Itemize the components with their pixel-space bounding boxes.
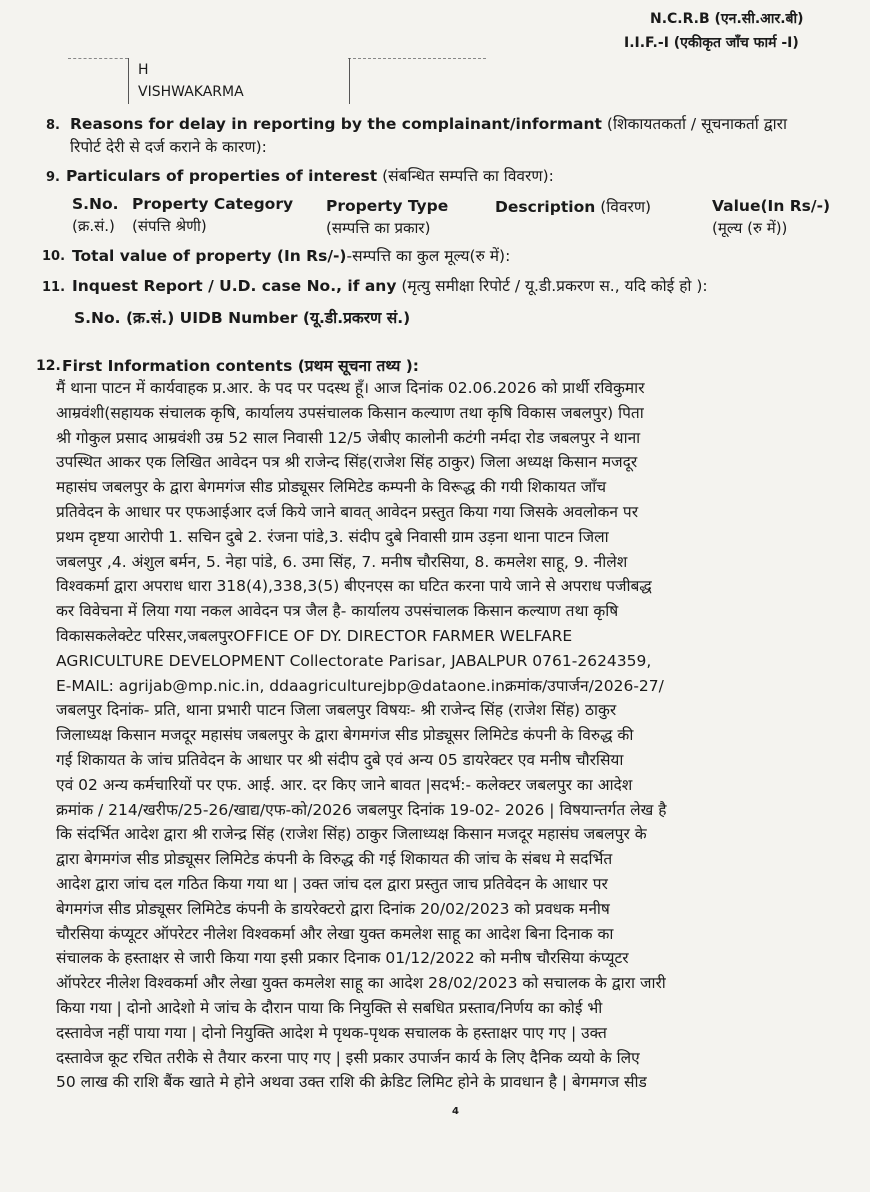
name-cell-line2: VISHWAKARMA (138, 84, 244, 100)
fir-line: महासंघ जबलपुर के द्वारा बेगमगंज सीड प्रोड्यूसर लिमिटेड कम्पनी के विरूद्ध की गयी शिकायत जाँच (56, 478, 607, 497)
fir-line: कर विवेचना में लिया गया नकल आवेदन पत्र जैल है- कार्यालय उपसंचालक किसान कल्याण तथा कृषि (56, 602, 619, 621)
fir-line: E-MAIL: agrijab@mp.nic.in, ddaagriculturejbp@dataone.inक्रमांक/उपार्जन/2026-27/ (56, 676, 664, 695)
item11-number: 11. (42, 280, 66, 295)
fir-line: क्रमांक / 214/खरीफ/25-26/खाद्य/एफ-को/2026 जबलपुर दिनांक 19-02- 2026 | विषयान्तर्गत लेख है (56, 800, 667, 819)
fir-line: AGRICULTURE DEVELOPMENT Collectorate Parisar, JABALPUR 0761-2624359, (56, 651, 652, 670)
fir-line: संचालक के हस्ताक्षर से जारी किया गया इसी प्रकार दिनाक 01/12/2022 को मनीष चौरसिया कंप्यूटर (56, 949, 629, 968)
fir-line: श्री गोकुल प्रसाद आम्रवंशी उम्र 52 साल निवासी 12/5 जेबीए कालोनी कटंगी नर्मदा रोड जबलपुर ने थाना (56, 428, 641, 447)
col-category-en: Property Category (132, 195, 294, 213)
fir-line: आम्रवंशी(सहायक संचालक कृषि, कार्यालय उपसंचालक किसान कल्याण तथा कृषि विकास जबलपुर) पिता (56, 403, 644, 422)
fir-line: 50 लाख की राशि बैंक खाते मे होने अथवा उक्त राशि की क्रेडिट लिमिट होने के प्रावधान है | बेगमगज सीड (56, 1073, 647, 1092)
item10-number: 10. (42, 249, 66, 264)
fir-line: जिलाध्यक्ष किसान मजदूर महासंघ जबलपुर के द्वारा बेगमगंज सीड प्रोड्यूसर लिमिटेड कंपनी के विरुद्ध की (56, 726, 634, 745)
item11-label-rest: (मृत्यु समीक्षा रिपोर्ट / यू.डी.प्रकरण स., यदि कोई हो ): (396, 277, 708, 295)
item9-label (66, 164, 554, 186)
table-dash-right (348, 58, 486, 60)
col-sno-en: S.No. (72, 195, 119, 213)
fir-line: उपस्थित आकर एक लिखित आवेदन पत्र श्री राजेन्द सिंह(राजेश सिंह ठाकुर) जिला अध्यक्ष किसान मजदूर (56, 453, 638, 472)
col-type-en: Property Type (326, 197, 449, 215)
item8-label (70, 112, 787, 134)
col-value-hi: (मूल्य (रु में)) (712, 219, 788, 237)
ncrb-header: N.C.R.B (एन.सी.आर.बी) (650, 11, 804, 27)
item11-sub-rest: (यू.डी.प्रकरण सं.) (297, 309, 411, 327)
fir-line: बेगमगंज सीड प्रोड्यूसर लिमिटेड कंपनी के डायरेक्टरो द्वारा दिनांक 20/02/2023 को प्रवधक मनीष (56, 899, 610, 918)
item11-sub-bold: S.No. (क्र.सं.) UIDB Number (74, 309, 298, 327)
col-description (495, 195, 651, 217)
fir-line: जबलपुर दिनांक- प्रति, थाना प्रभारी पाटन जिला जबलपुर विषयः- श्री राजेन्द सिंह (राजेश सिंह) ठाकुर (56, 701, 617, 720)
fir-line: मैं थाना पाटन में कार्यवाहक प्र.आर. के पद पर पदस्थ हूँ। आज दिनांक 02.06.2026 को प्रार्थी रविकुमार (56, 379, 645, 397)
col-category-hi: (संपत्ति श्रेणी) (132, 217, 207, 235)
item8-label-bold: Reasons for delay in reporting by the complainant/informant (70, 115, 602, 133)
fir-line: विश्वकर्मा द्वारा अपराध धारा 318(4),338,3(5) बीएनएस का घटित करना पाये जाने से अपराध पजीबद्ध (56, 577, 652, 596)
col-description-en: Description (495, 198, 596, 216)
item8-number: 8. (46, 118, 60, 133)
item12-label-bold: First Information contents (62, 357, 293, 375)
fir-line: दस्तावेज नहीं पाया गया | दोनो नियुक्ति आदेश मे पृथक-पृथक सचालक के हस्ताक्षर पाए गए | उक्त (56, 1023, 607, 1042)
fir-line: गई शिकायत के जांच प्रतिवेदन के आधार पर श्री संदीप दुबे एवं अन्य 05 डायरेक्टर एव मनीष चौरसिया (56, 750, 624, 769)
item9-label-bold: Particulars of properties of interest (66, 167, 378, 185)
fir-contents-paragraph (56, 376, 667, 1095)
col-type-hi: (सम्पत्ति का प्रकार) (326, 219, 431, 237)
item11-label (72, 274, 708, 296)
col-description-hi: (विवरण) (600, 198, 652, 216)
fir-line: द्वारा बेगमगंज सीड प्रोड्यूसर लिमिटेड कंपनी के विरुद्ध की गई शिकायत की जांच के संबध मे सदर्भित (56, 850, 613, 869)
fir-line: प्रतिवेदन के आधार पर एफआईआर दर्ज किये जाने बावत् आवेदन प्रस्तुत किया गया जिसके अवलोकन पर (56, 502, 639, 521)
item9-label-rest: (संबन्धित सम्पत्ति का विवरण): (377, 167, 554, 185)
fir-line: आदेश द्वारा जांच दल गठित किया गया था | उक्त जांच दल द्वारा प्रस्तुत जाच प्रतिवेदन के आधार पर (56, 874, 608, 893)
table-dash-left (68, 58, 128, 60)
item11-subheader (74, 306, 410, 328)
item11-label-bold: Inquest Report / U.D. case No., if any (72, 277, 397, 295)
item12-number: 12. (36, 358, 61, 374)
fir-line: जबलपुर ,4. अंशुल बर्मन, 5. नेहा पांडे, 6. उमा सिंह, 7. मनीष चौरसिया, 8. कमलेश साहू, 9. नीलेश (56, 552, 628, 571)
iif-header: I.I.F.-I (एकीकृत जाँच फार्म -I) (624, 35, 799, 51)
col-value-en: Value(In Rs/-) (712, 197, 831, 215)
fir-line: चौरसिया कंप्यूटर ऑपरेटर नीलेश विश्वकर्मा और लेखा युक्त कमलेश साहू का आदेश बिना दिनाक का (56, 924, 614, 943)
name-table-fragment (68, 58, 486, 104)
item9-number: 9. (46, 170, 60, 185)
fir-line: किया गया | दोनो आदेशो मे जांच के दौरान पाया कि नियुक्ति से सबधित प्रस्ताव/निर्णय का कोई भी (56, 998, 603, 1017)
item8-label-line2: रिपोर्ट देरी से दर्ज कराने के कारण): (70, 138, 267, 156)
fir-line: कि संदर्भित आदेश द्वारा श्री राजेन्द्र सिंह (राजेश सिंह) ठाकुर जिलाध्यक्ष किसान मजदूर महासंघ जबलपुर के (56, 825, 647, 844)
name-cell-line1: H (138, 62, 149, 78)
item10-label (72, 244, 510, 266)
page-number: 4 (452, 1106, 459, 1117)
item10-label-rest: -सम्पत्ति का कुल मूल्य(रु में): (346, 247, 511, 265)
fir-line: एवं 02 अन्य कर्मचारियों पर एफ. आई. आर. दर किए जाने बावत |सदर्भ:- कलेक्टर जबलपुर का आदेश (56, 775, 633, 794)
fir-line: ऑपरेटर नीलेश विश्वकर्मा और लेखा युक्त कमलेश साहू का आदेश 28/02/2023 को सचालक के द्वारा जारी (56, 974, 666, 993)
col-sno-hi: (क्र.सं.) (72, 217, 115, 235)
fir-line: प्रथम दृष्टया आरोपी 1. सचिन दुबे 2. रंजना पांडे,3. संदीप दुबे निवासी ग्राम उड़ना थाना पाटन जिला (56, 527, 609, 546)
item8-label-rest: (शिकायतकर्ता / सूचनाकर्ता द्वारा (601, 115, 787, 133)
item12-label (62, 354, 419, 376)
item10-label-bold: Total value of property (In Rs/-) (72, 247, 347, 265)
fir-line: दस्तावेज कूट रचित तरीके से तैयार करना पाए गए | इसी प्रकार उपार्जन कार्य के लिए दैनिक व्ययो के लिए (56, 1048, 640, 1067)
fir-line: विकासकलेक्टेट परिसर,जबलपुरOFFICE OF DY. DIRECTOR FARMER WELFARE (56, 626, 573, 645)
item12-label-rest: (प्रथम सूचना तथ्य ): (292, 357, 419, 375)
